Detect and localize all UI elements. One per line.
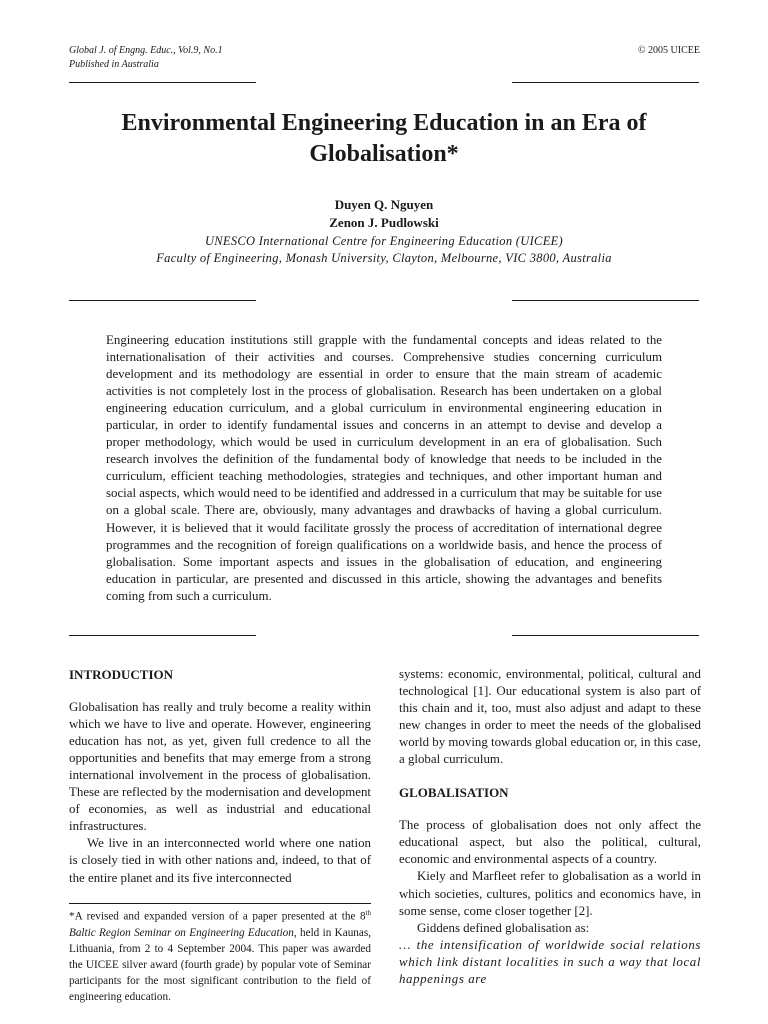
author-name: Duyen Q. Nguyen xyxy=(334,197,434,212)
author-name: Zenon J. Pudlowski xyxy=(329,215,439,230)
header-rule-left xyxy=(69,82,256,83)
body-paragraph: The process of globalisation does not only affect the educational aspect, but also the political, cultural, economic and environmental aspects of a country. xyxy=(399,818,701,867)
abstract-text: Engineering education institutions still grapple with the fundamental concepts and ideas related to the internationalisation of their activities and courses. Comprehensive studies concerning curriculum development and its methodology are essential in order to ensure that the main stream of academic activities is not completely lost in the process of globalisation. Research has been undertaken on a global engineering education curriculum, and a global curriculum in environmental engineering education in particular, in order to identify fundamental issues and concerns in an attempt to devise and develop a proper methodology, which would be used in curriculum development in an era of globalisation. Such research involves the definition of the fundamental body of knowledge that needs to be included in the curriculum, efficient teaching methodologies, strategies and techniques, and other important human and social aspects, which would need to be identified and addressed in a curriculum that may be suitable for use on a global scale. There are, obviously, many advantages and drawbacks of having a global curriculum. However, it is believed that it would facilitate grossly the process of accreditation of international degree programmes and the recognition of foreign qualifications on a worldwide basis, and hence the process of globalisation. Some important aspects and issues in the globalisation of education, and engineering education in particular, are presented and discussed in this article, showing the advantages and benefits coming from such a curriculum. xyxy=(106,333,662,603)
affiliation-line: Faculty of Engineering, Monash University, Clayton, Melbourne, VIC 3800, Australia xyxy=(156,251,612,265)
abstract-rule-bottom-right xyxy=(512,635,699,636)
paper-title xyxy=(60,108,708,170)
body-paragraph: Globalisation has really and truly become a reality within which we have to live and operate. However, engineering education has not, as yet, given full credence to all the opportunities and benefits that may emerge from a strong international involvement in the process of globalisation. These are reflected by the modernisation and development of economies, as well as industrial and educational infrastructures. xyxy=(69,700,371,834)
block-quote: … the intensification of worldwide social relations which link distant localities in such a way that local happenings are xyxy=(399,937,701,986)
affiliation-line: UNESCO International Centre for Engineering Education (UICEE) xyxy=(204,234,564,248)
title-line-2: Globalisation* xyxy=(309,141,459,167)
title-line-1: Environmental Engineering Education in an Era of xyxy=(121,110,647,136)
section-heading-globalisation: GLOBALISATION xyxy=(399,785,509,801)
abstract-rule-top-left xyxy=(69,300,256,301)
right-column xyxy=(399,666,701,988)
author-list xyxy=(60,196,708,232)
footnote-text: , held in Kaunas, Lithuania, from 2 to 4 September 2004. This paper was awarded the UICEE silver award (fourth grade) by popular vote of Seminar participants for the most significant contribution to the field of engineering education. xyxy=(69,926,372,1004)
body-paragraph: Kiely and Marfleet refer to globalisation as a world in which societies, cultures, politics and economics have, in some sense, come closer together [2]. xyxy=(399,869,701,918)
publication-place: Published in Australia xyxy=(69,59,159,70)
left-column xyxy=(69,666,371,887)
abstract-rule-top-right xyxy=(512,300,699,301)
footnote-superscript: th xyxy=(365,909,371,917)
header-rule-right xyxy=(512,82,699,83)
footnote-text: *A revised and expanded version of a paper presented at the 8 xyxy=(69,910,366,923)
footnote-seminar-name: Baltic Region Seminar on Engineering Education xyxy=(69,926,294,939)
footnote xyxy=(69,905,371,1005)
affiliation-block xyxy=(60,233,708,267)
body-paragraph: Giddens defined globalisation as: xyxy=(417,920,590,935)
abstract-rule-bottom-left xyxy=(69,635,256,636)
journal-citation: Global J. of Engng. Educ., Vol.9, No.1 xyxy=(69,45,223,56)
copyright-notice: © 2005 UICEE xyxy=(637,45,700,56)
body-paragraph: systems: economic, environmental, political, cultural and technological [1]. Our educational system is also part of this chain and it, too, must also adjust and adapt to these new changes in order to meet the needs of the globalised world by moving towards global education or, in this case, a global curriculum. xyxy=(399,667,701,767)
journal-header xyxy=(69,44,223,72)
footnote-rule xyxy=(69,903,371,904)
body-paragraph: We live in an interconnected world where one nation is closely tied in with other nations and, indeed, to that of the entire planet and its five interconnected xyxy=(69,836,371,885)
section-heading-introduction: INTRODUCTION xyxy=(69,667,174,682)
